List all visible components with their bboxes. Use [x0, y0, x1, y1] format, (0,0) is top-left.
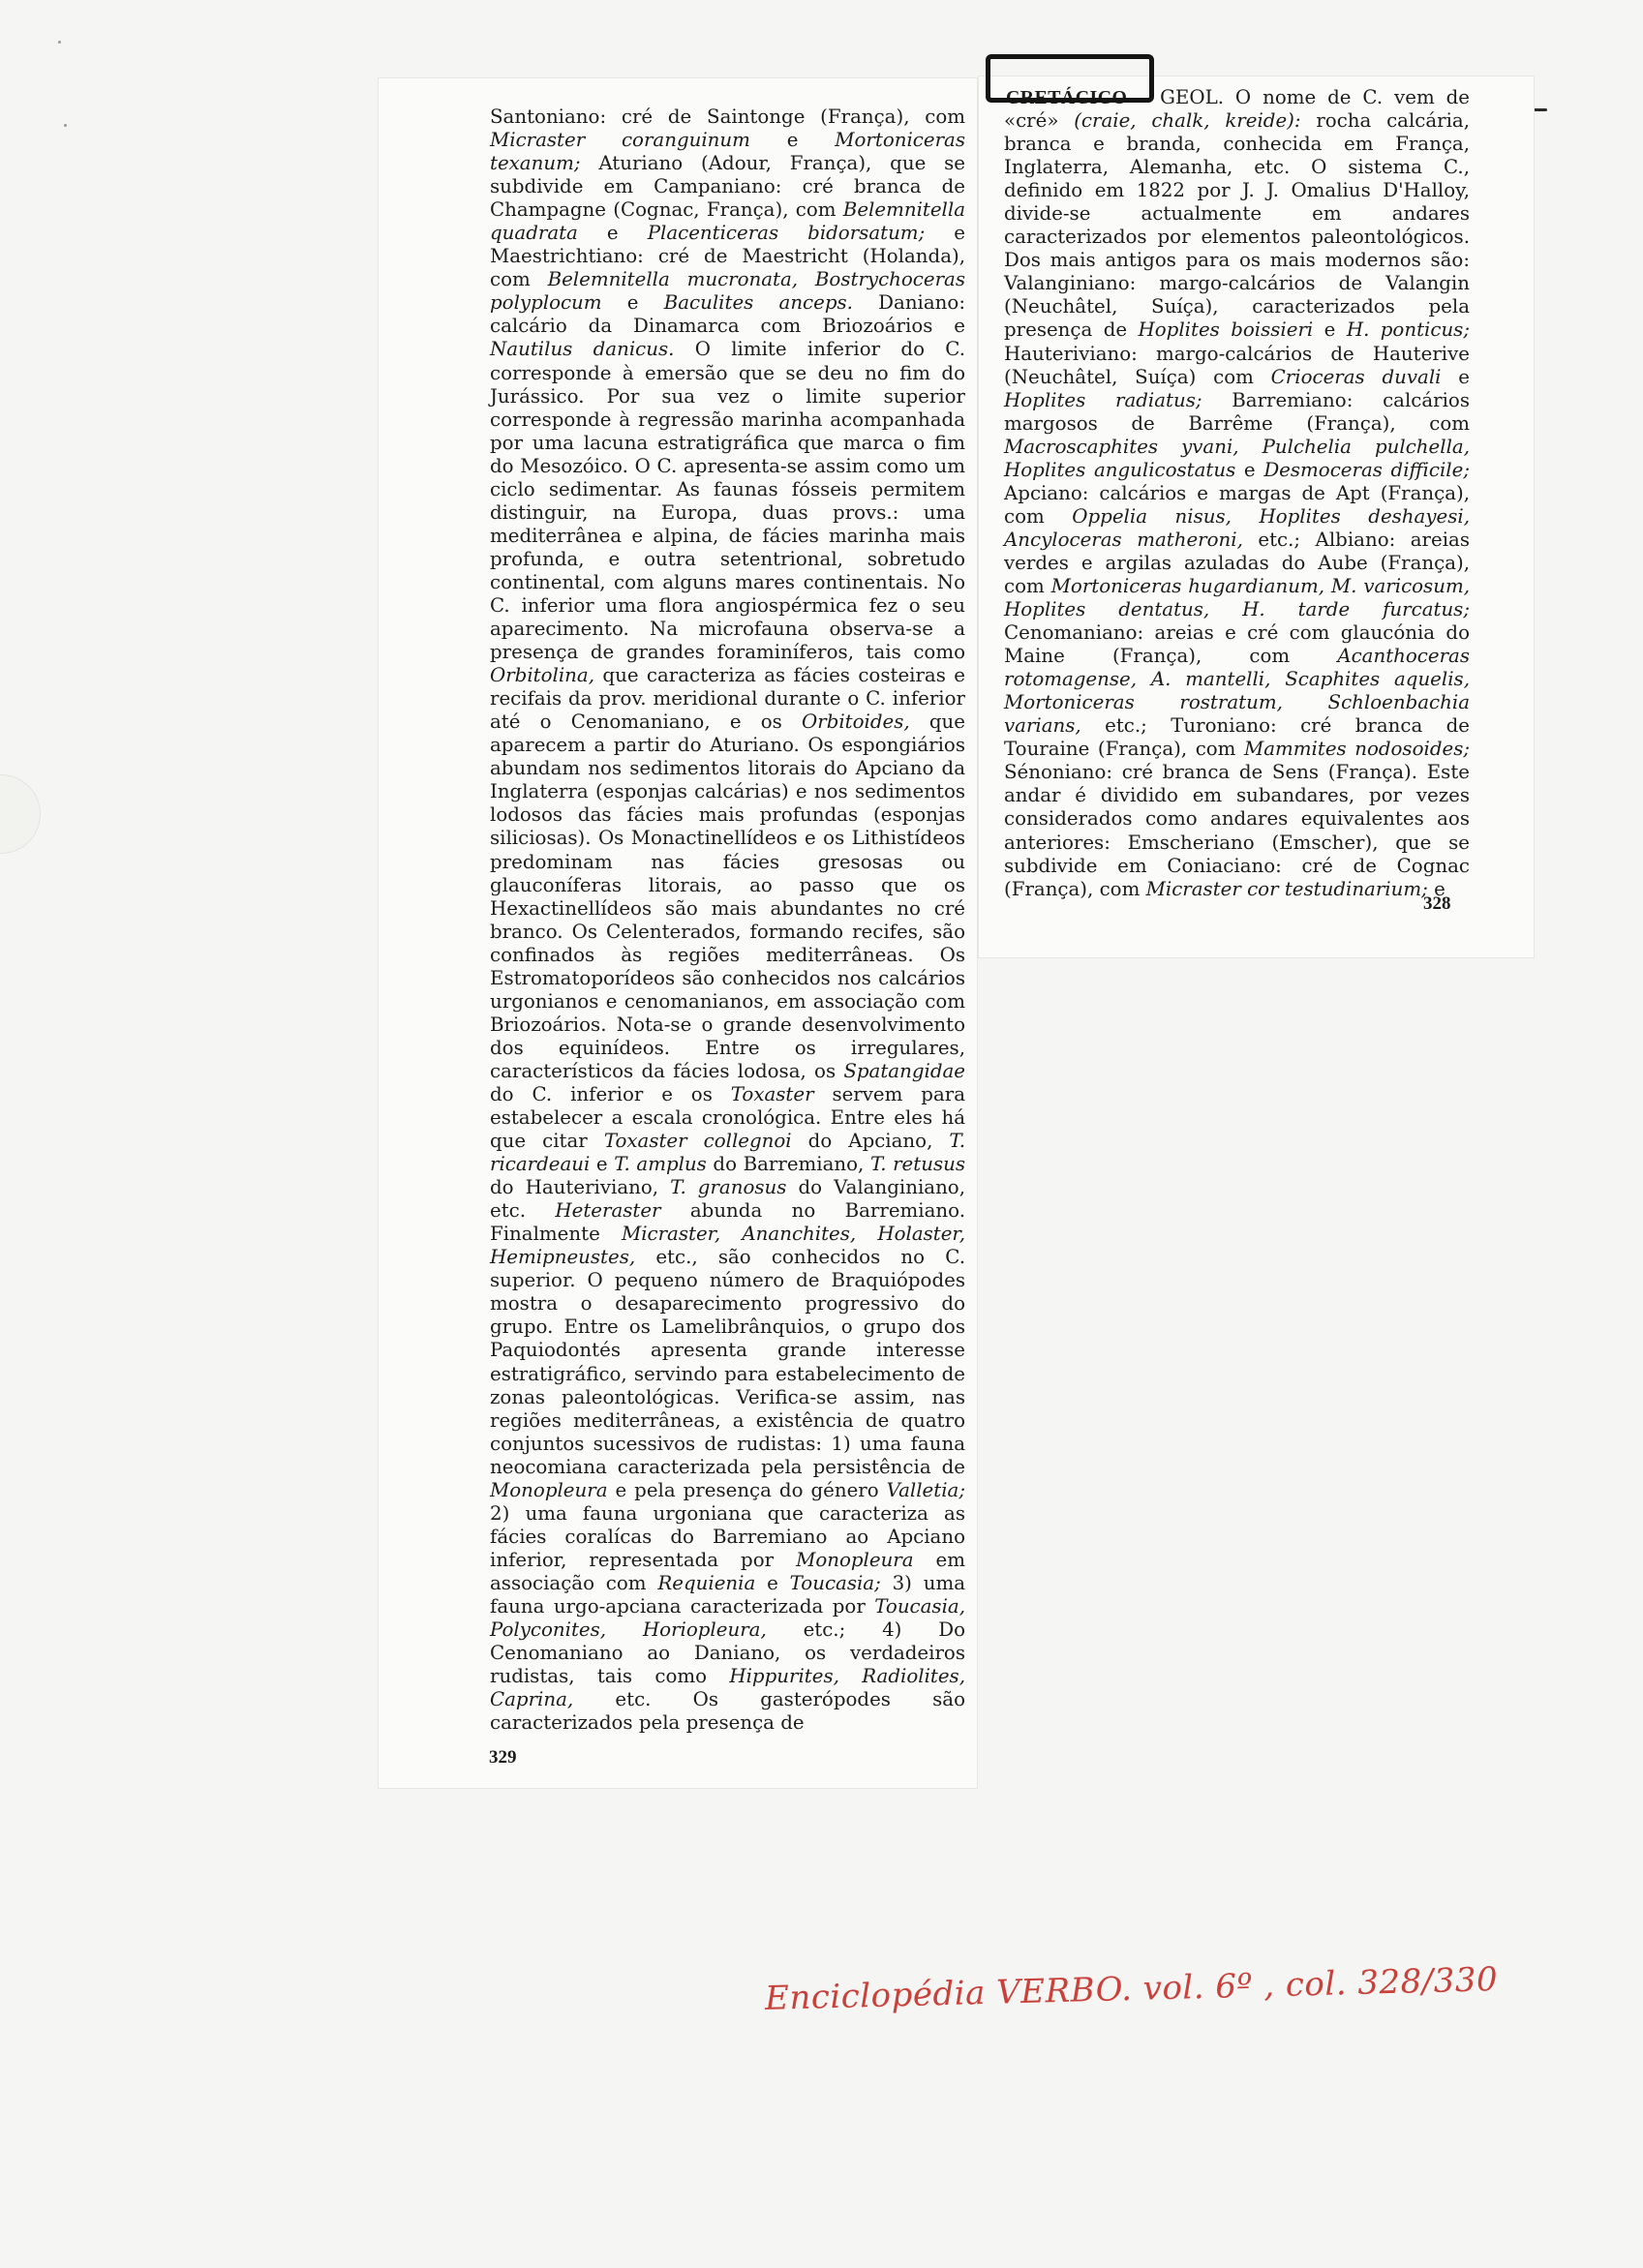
- paper-speck: [58, 41, 61, 44]
- punch-hole: [0, 774, 41, 854]
- article-headword: CRETÁCICO: [1006, 87, 1128, 108]
- clipping-page-328: [978, 76, 1535, 958]
- page-number-left: 329: [489, 1747, 517, 1768]
- left-column-text: Santoniano: cré de Saintonge (França), com Micraster coranguinum e Mortoniceras texanum; Aturiano (Adour, França), que se subdivide em Campaniano: cré branca de Champagne (Cognac, França), com Belemnitella quadrata e Placenticeras bidorsatum; e Maestrichtiano: cré de Maestricht (Holanda), com Belemnitella mucronata, Bostrychoceras polyplocum e Baculites anceps. Daniano: calcário da Dinamarca com Briozoários e Nautilus danicus. O limite inferior do C. corresponde à emersão que se deu no fim do Jurássico. Por sua vez o limite superior corresponde à regressão marinha acompanhada por uma lacuna estratigráfica que marca o fim do Mesozóico. O C. apresenta-se assim como um ciclo sedimentar. As faunas fósseis permitem distinguir, na Europa, duas provs.: uma mediterrânea e alpina, de fácies marinha mais profunda, e outra setentrional, sobretudo continental, com alguns mares continentais. No C. inferior uma flora angiospérmica fez o seu aparecimento. Na microfauna observa-se a presença de grandes foraminíferos, tais como Orbitolina, que caracteriza as fácies costeiras e recifais da prov. meridional durante o C. inferior até o Cenomaniano, e os Orbitoides, que aparecem a partir do Aturiano. Os espongiários abundam nos sedimentos litorais do Apciano da Inglaterra (esponjas calcárias) e nos sedimentos lodosos das fácies mais profundas (esponjas siliciosas). Os Monactinellídeos e os Lithistídeos predominam nas fácies gresosas ou glauconíferas litorais, ao passo que os Hexactinellídeos são mais abundantes no cré branco. Os Celenterados, formando recifes, são confinados às regiões mediterrâneas. Os Estromatoporídeos são conhecidos nos calcários urgonianos e cenomanianos, em associação com Briozoários. Nota-se o grande desenvolvimento dos equinídeos. Entre os irregulares, característicos da fácies lodosa, os Spatangidae do C. inferior e os Toxaster servem para estabelecer a escala cronológica. Entre eles há que citar Toxaster collegnoi do Apciano, T. ricardeaui e T. amplus do Barremiano, T. retusus do Hauteriviano, T. granosus do Valanginiano, etc. Heteraster abunda no Barremiano. Finalmente Micraster, Ananchites, Holaster, Hemipneustes, etc., são conhecidos no C. superior. O pequeno número de Braquiópodes mostra o desaparecimento progressivo do grupo. Entre os Lamelibrânquios, o grupo dos Paquiodontés apresenta grande interesse estratigráfico, servindo para estabelecimento de zonas paleontológicas. Verifica-se assim, nas regiões mediterrâneas, a existência de quatro conjuntos sucessivos de rudistas: 1) uma fauna neocomiana caracterizada pela persistência de Monopleura e pela presença do género Valletia; 2) uma fauna urgoniana que caracteriza as fácies coralícas do Barremiano ao Apciano inferior, representada por Monopleura em associação com Requienia e Toucasia; 3) uma fauna urgo-apciana caracterizada por Toucasia, Polyconites, Horiopleura, etc.; 4) Do Cenomaniano ao Daniano, os verdadeiros rudistas, tais como Hippurites, Radiolites, Caprina, etc. Os gasterópodes são caracterizados pela presença de: [490, 106, 966, 1735]
- headword-highlight-box: [986, 54, 1154, 103]
- clipping-page-329: [378, 77, 978, 1789]
- handwritten-source-note: Enciclopédia VERBO. vol. 6º , col. 328/330: [764, 1960, 1499, 2018]
- right-column-text: CRETÁCICO — GEOL. O nome de C. vem de «cré» (craie, chalk, kreide): rocha calcária, branca e branda, conhecida em França, Inglaterra, Alemanha, etc. O sistema C., definido em 1822 por J. J. Omalius D'Halloy, divide-se actualmente em andares caracterizados por elementos paleontológicos. Dos mais antigos para os mais modernos são: Valanginiano: margo-calcários de Valangin (Neuchâtel, Suíça), caracterizados pela presença de Hoplites boissieri e H. ponticus; Hauteriviano: margo-calcários de Hauterive (Neuchâtel, Suíça) com Crioceras duvali e Hoplites radiatus; Barremiano: calcários margosos de Barrême (França), com Macroscaphites yvani, Pulchelia pulchella, Hoplites angulicostatus e Desmoceras difficile; Apciano: calcários e margas de Apt (França), com Oppelia nisus, Hoplites deshayesi, Ancyloceras matheroni, etc.; Albiano: areias verdes e argilas azuladas do Aube (França), com Mortoniceras hugardianum, M. varicosum, Hoplites dentatus, H. tarde furcatus; Cenomaniano: areias e cré com glaucónia do Maine (França), com Acanthoceras rotomagense, A. mantelli, Scaphites aquelis, Mortoniceras rostratum, Schloenbachia varians, etc.; Turoniano: cré branca de Touraine (França), com Mammites nodosoides; Sénoniano: cré branca de Sens (França). Este andar é dividido em subandares, por vezes considerados como andares equivalentes aos anteriores: Emscheriano (Emscher), que se subdivide em Coniaciano: cré de Cognac (França), com Micraster cor testudinarium; e: [1004, 86, 1471, 900]
- page-number-right: 328: [1423, 893, 1451, 914]
- paper-speck: [64, 124, 67, 127]
